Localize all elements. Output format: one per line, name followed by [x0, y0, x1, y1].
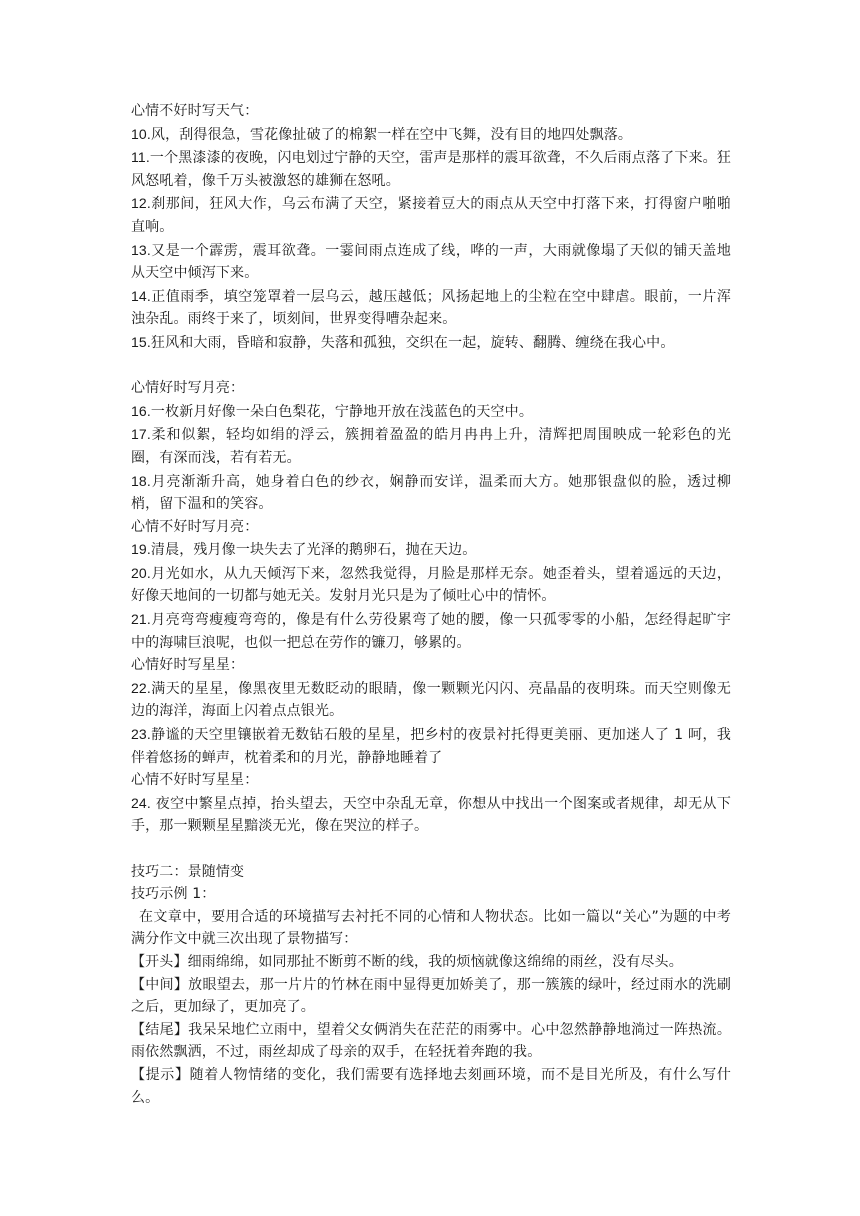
numbered-item: [131, 400, 731, 424]
item-text: 满天的星星，像黑夜里无数眨动的眼睛，像一颗颗光闪闪、亮晶晶的夜明珠。而天空则像无边的海洋，海面上闪着点点银光。: [131, 680, 731, 720]
item-text: 正值雨季，填空笼罩着一层乌云，越压越低；风扬起地上的尘粒在空中肆虐。眼前，一片浑浊杂乱。雨终于来了，顷刻间，世界变得嘈杂起来。: [131, 288, 731, 328]
item-number: 13.: [131, 241, 151, 258]
item-text: 风，刮得很急，雪花像扯破了的棉絮一样在空中飞舞，没有目的地四处飘落。: [150, 126, 633, 143]
item-text: 【结尾】我呆呆地伫立雨中，望着父女俩消失在茫茫的雨雾中。心中忽然静静地淌过一阵热流。雨依然飘洒，不过，雨丝却成了母亲的双手，在轻抚着奔跑的我。: [131, 1021, 731, 1061]
item-text: 刹那间，狂风大作，乌云布满了天空，紧接着豆大的雨点从天空中打落下来，打得窗户啪啪直响。: [131, 196, 731, 235]
paragraph: [131, 1019, 731, 1064]
numbered-item: [131, 285, 731, 331]
item-text: 心情好时写月亮：: [131, 380, 245, 397]
item-number: 10.: [131, 125, 151, 142]
item-number: 20.: [131, 564, 151, 581]
numbered-item: [131, 538, 731, 562]
item-text: 月亮弯弯瘦瘦弯弯的，像是有什么劳役累弯了她的腰，像一只孤零零的小船，怎经得起旷宇中的海啸巨浪呢，也似一把总在劳作的镰刀，够累的。: [131, 612, 731, 651]
item-text: 心情好时写星星：: [131, 657, 245, 674]
numbered-item: [131, 146, 731, 192]
blank-line: [131, 838, 731, 861]
numbered-item: [131, 608, 731, 654]
paragraph: [131, 974, 731, 1019]
item-number: 18.: [131, 472, 151, 489]
item-text: 在文章中，要用合适的环境描写去衬托不同的心情和人物状态。比如一篇以“关心”为题的中考满分作文中就三次出现了景物描写：: [131, 908, 731, 948]
item-number: 19.: [131, 541, 151, 558]
item-text: 一枚新月好像一朵白色梨花，宁静地开放在浅蓝色的天空中。: [150, 403, 533, 420]
section-heading: [131, 883, 731, 906]
item-number: 11.: [131, 149, 150, 166]
item-text: 【提示】随着人物情绪的变化，我们需要有选择地去刻画环境，而不是目光所及，有什么写什么。: [131, 1066, 731, 1106]
numbered-item: [131, 562, 731, 608]
section-heading: [131, 769, 731, 792]
item-number: 12.: [131, 195, 151, 212]
section-heading: [131, 100, 731, 123]
section-heading: [131, 377, 731, 400]
item-number: 21.: [131, 611, 151, 628]
item-number: 15.: [131, 333, 151, 350]
item-number: 17.: [131, 426, 151, 443]
paragraph: [131, 1064, 731, 1109]
item-number: 24.: [131, 794, 151, 811]
numbered-item: [131, 723, 731, 769]
item-text: 心情不好时写天气：: [131, 103, 259, 119]
item-text: 技巧二：景随情变: [131, 863, 245, 880]
item-text: 【中间】放眼望去，那一片片的竹林在雨中显得更加娇美了，那一簇簇的绿叶，经过雨水的洗刷之后，更加绿了，更加亮了。: [131, 976, 731, 1016]
item-text: 夜空中繁星点掉，抬头望去，天空中杂乱无章，你想从中找出一个图案或者规律，却无从下手，那一颗颗星星黯淡无光，像在哭泣的样子。: [131, 795, 731, 835]
item-number: 14.: [131, 287, 151, 304]
paragraph: [131, 906, 731, 951]
item-text: 静谧的天空里镶嵌着无数钻石般的星星，把乡村的夜景衬托得更美丽、更加迷人了 1 呵，我伴着悠扬的蝉声，枕着柔和的月光，静静地睡着了: [131, 727, 731, 766]
blank-line: [131, 355, 731, 378]
document-page: [131, 100, 731, 1109]
item-text: 心情不好时写星星：: [131, 772, 259, 789]
item-text: 月光如水，从九天倾泻下来，忽然我觉得，月脸是那样无奈。她歪着头，望着遥远的天边，好像天地间的一切都与她无关。发射月光只是为了倾吐心中的情怀。: [131, 565, 731, 605]
section-heading: [131, 654, 731, 677]
numbered-item: [131, 423, 731, 469]
item-text: 技巧示例 1：: [131, 886, 216, 903]
numbered-item: [131, 792, 731, 838]
item-text: 一个黑漆漆的夜晚，闪电划过宁静的天空，雷声是那样的震耳欲聋，不久后雨点落了下来。狂风怒吼着，像千万头被激怒的雄狮在怒吼。: [131, 150, 731, 189]
section-heading: [131, 516, 731, 539]
numbered-item: [131, 123, 731, 147]
numbered-item: [131, 239, 731, 285]
item-text: 【开头】细雨绵绵，如同那扯不断剪不断的线，我的烦恼就像这绵绵的雨丝，没有尽头。: [131, 953, 683, 970]
numbered-item: [131, 331, 731, 355]
item-text: 柔和似絮，轻均如绢的浮云，簇拥着盈盈的皓月冉冉上升，清辉把周围映成一轮彩色的光圈，有深而浅，若有若无。: [131, 427, 731, 466]
item-number: 23.: [131, 726, 151, 743]
numbered-item: [131, 677, 731, 723]
item-text: 月亮渐渐升高，她身着白色的纱衣，娴静而安详，温柔而大方。她那银盘似的脸，透过柳梢，留下温和的笑容。: [131, 473, 731, 513]
item-text: 清晨，残月像一块失去了光泽的鹅卵石，抛在天边。: [150, 542, 477, 559]
item-text: 又是一个霹雳，震耳欲聋。一霎间雨点连成了线，哗的一声，大雨就像塌了天似的铺天盖地从天空中倾泻下来。: [131, 242, 731, 282]
item-number: 22.: [131, 679, 151, 696]
section-heading: [131, 861, 731, 884]
numbered-item: [131, 470, 731, 516]
item-text: 心情不好时写月亮：: [131, 518, 259, 535]
numbered-item: [131, 192, 731, 238]
item-number: 16.: [131, 402, 151, 419]
item-text: 狂风和大雨，昏暗和寂静，失落和孤独，交织在一起，旋转、翻腾、缠绕在我心中。: [150, 334, 675, 351]
paragraph: [131, 951, 731, 974]
